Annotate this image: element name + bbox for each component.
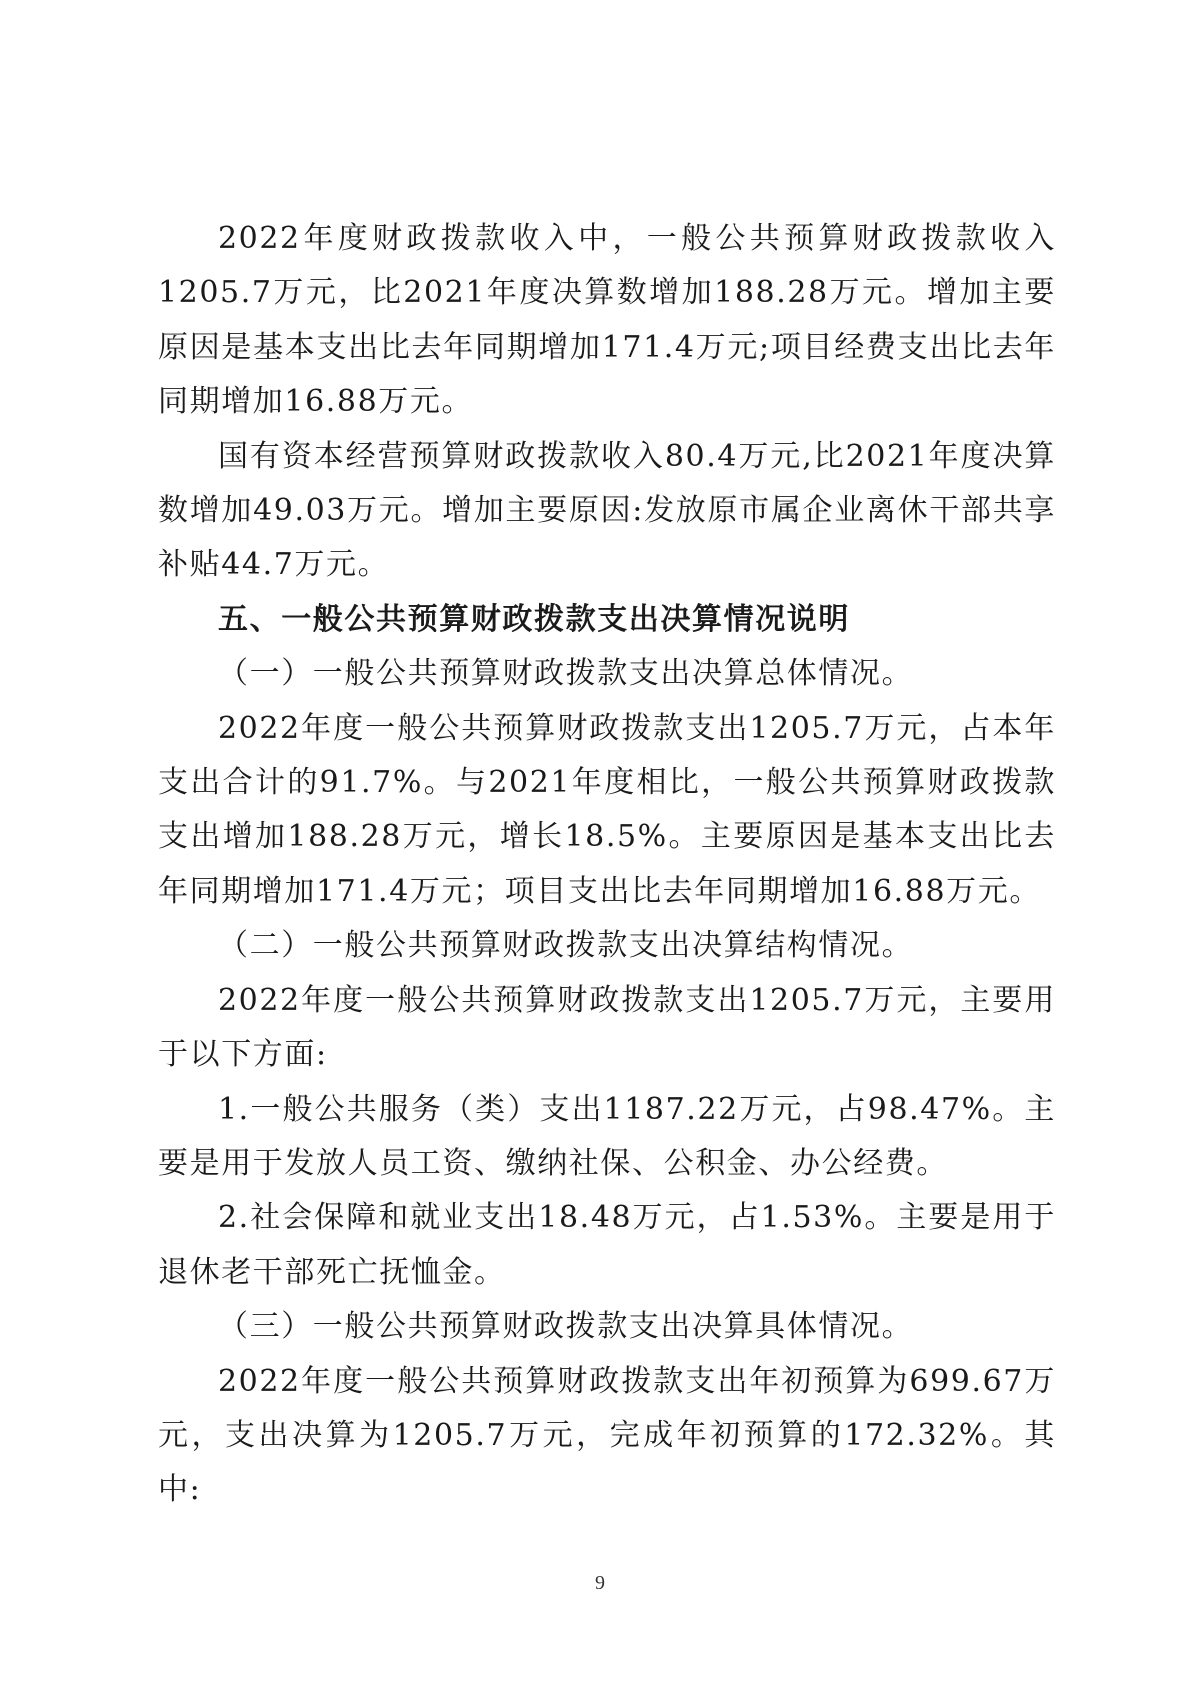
part-two-heading: （二）一般公共预算财政拨款支出决算结构情况。 (218, 928, 914, 964)
part-one-heading: （一）一般公共预算财政拨款支出决算总体情况。 (218, 656, 914, 692)
page-number: 9 (595, 1572, 605, 1594)
part-three-paragraph: 2022年度一般公共预算财政拨款支出年初预算为699.67万元，支出决算为1205.7万元，完成年初预算的172.32%。其中: (158, 1363, 1056, 1508)
part-two-intro: 2022年度一般公共预算财政拨款支出1205.7万元，主要用于以下方面: (158, 982, 1056, 1073)
part-three-heading: （三）一般公共预算财政拨款支出决算具体情况。 (218, 1309, 914, 1345)
section-five-heading: 五、一般公共预算财政拨款支出决算情况说明 (218, 601, 850, 637)
paragraph-fiscal-income: 2022年度财政拨款收入中，一般公共预算财政拨款收入1205.7万元，比2021年度决算数增加188.28万元。增加主要原因是基本支出比去年同期增加171.4万元;项目经费支出比去年同期增加16.88万元。 (158, 221, 1056, 420)
paragraph-state-capital-income: 国有资本经营预算财政拨款收入80.4万元,比2021年度决算数增加49.03万元。增加主要原因:发放原市属企业离休干部共享补贴44.7万元。 (158, 438, 1056, 583)
part-one-paragraph: 2022年度一般公共预算财政拨款支出1205.7万元，占本年支出合计的91.7%。与2021年度相比，一般公共预算财政拨款支出增加188.28万元，增长18.5%。主要原因是基本支出比去年同期增加171.4万元；项目支出比去年同期增加16.88万元。 (158, 710, 1056, 909)
document-body (158, 212, 1056, 1518)
part-two-item-1: 1.一般公共服务（类）支出1187.22万元，占98.47%。主要是用于发放人员工资、缴纳社保、公积金、办公经费。 (158, 1091, 1056, 1181)
part-two-item-2: 2.社会保障和就业支出18.48万元，占1.53%。主要是用于退休老干部死亡抚恤金。 (158, 1200, 1056, 1290)
